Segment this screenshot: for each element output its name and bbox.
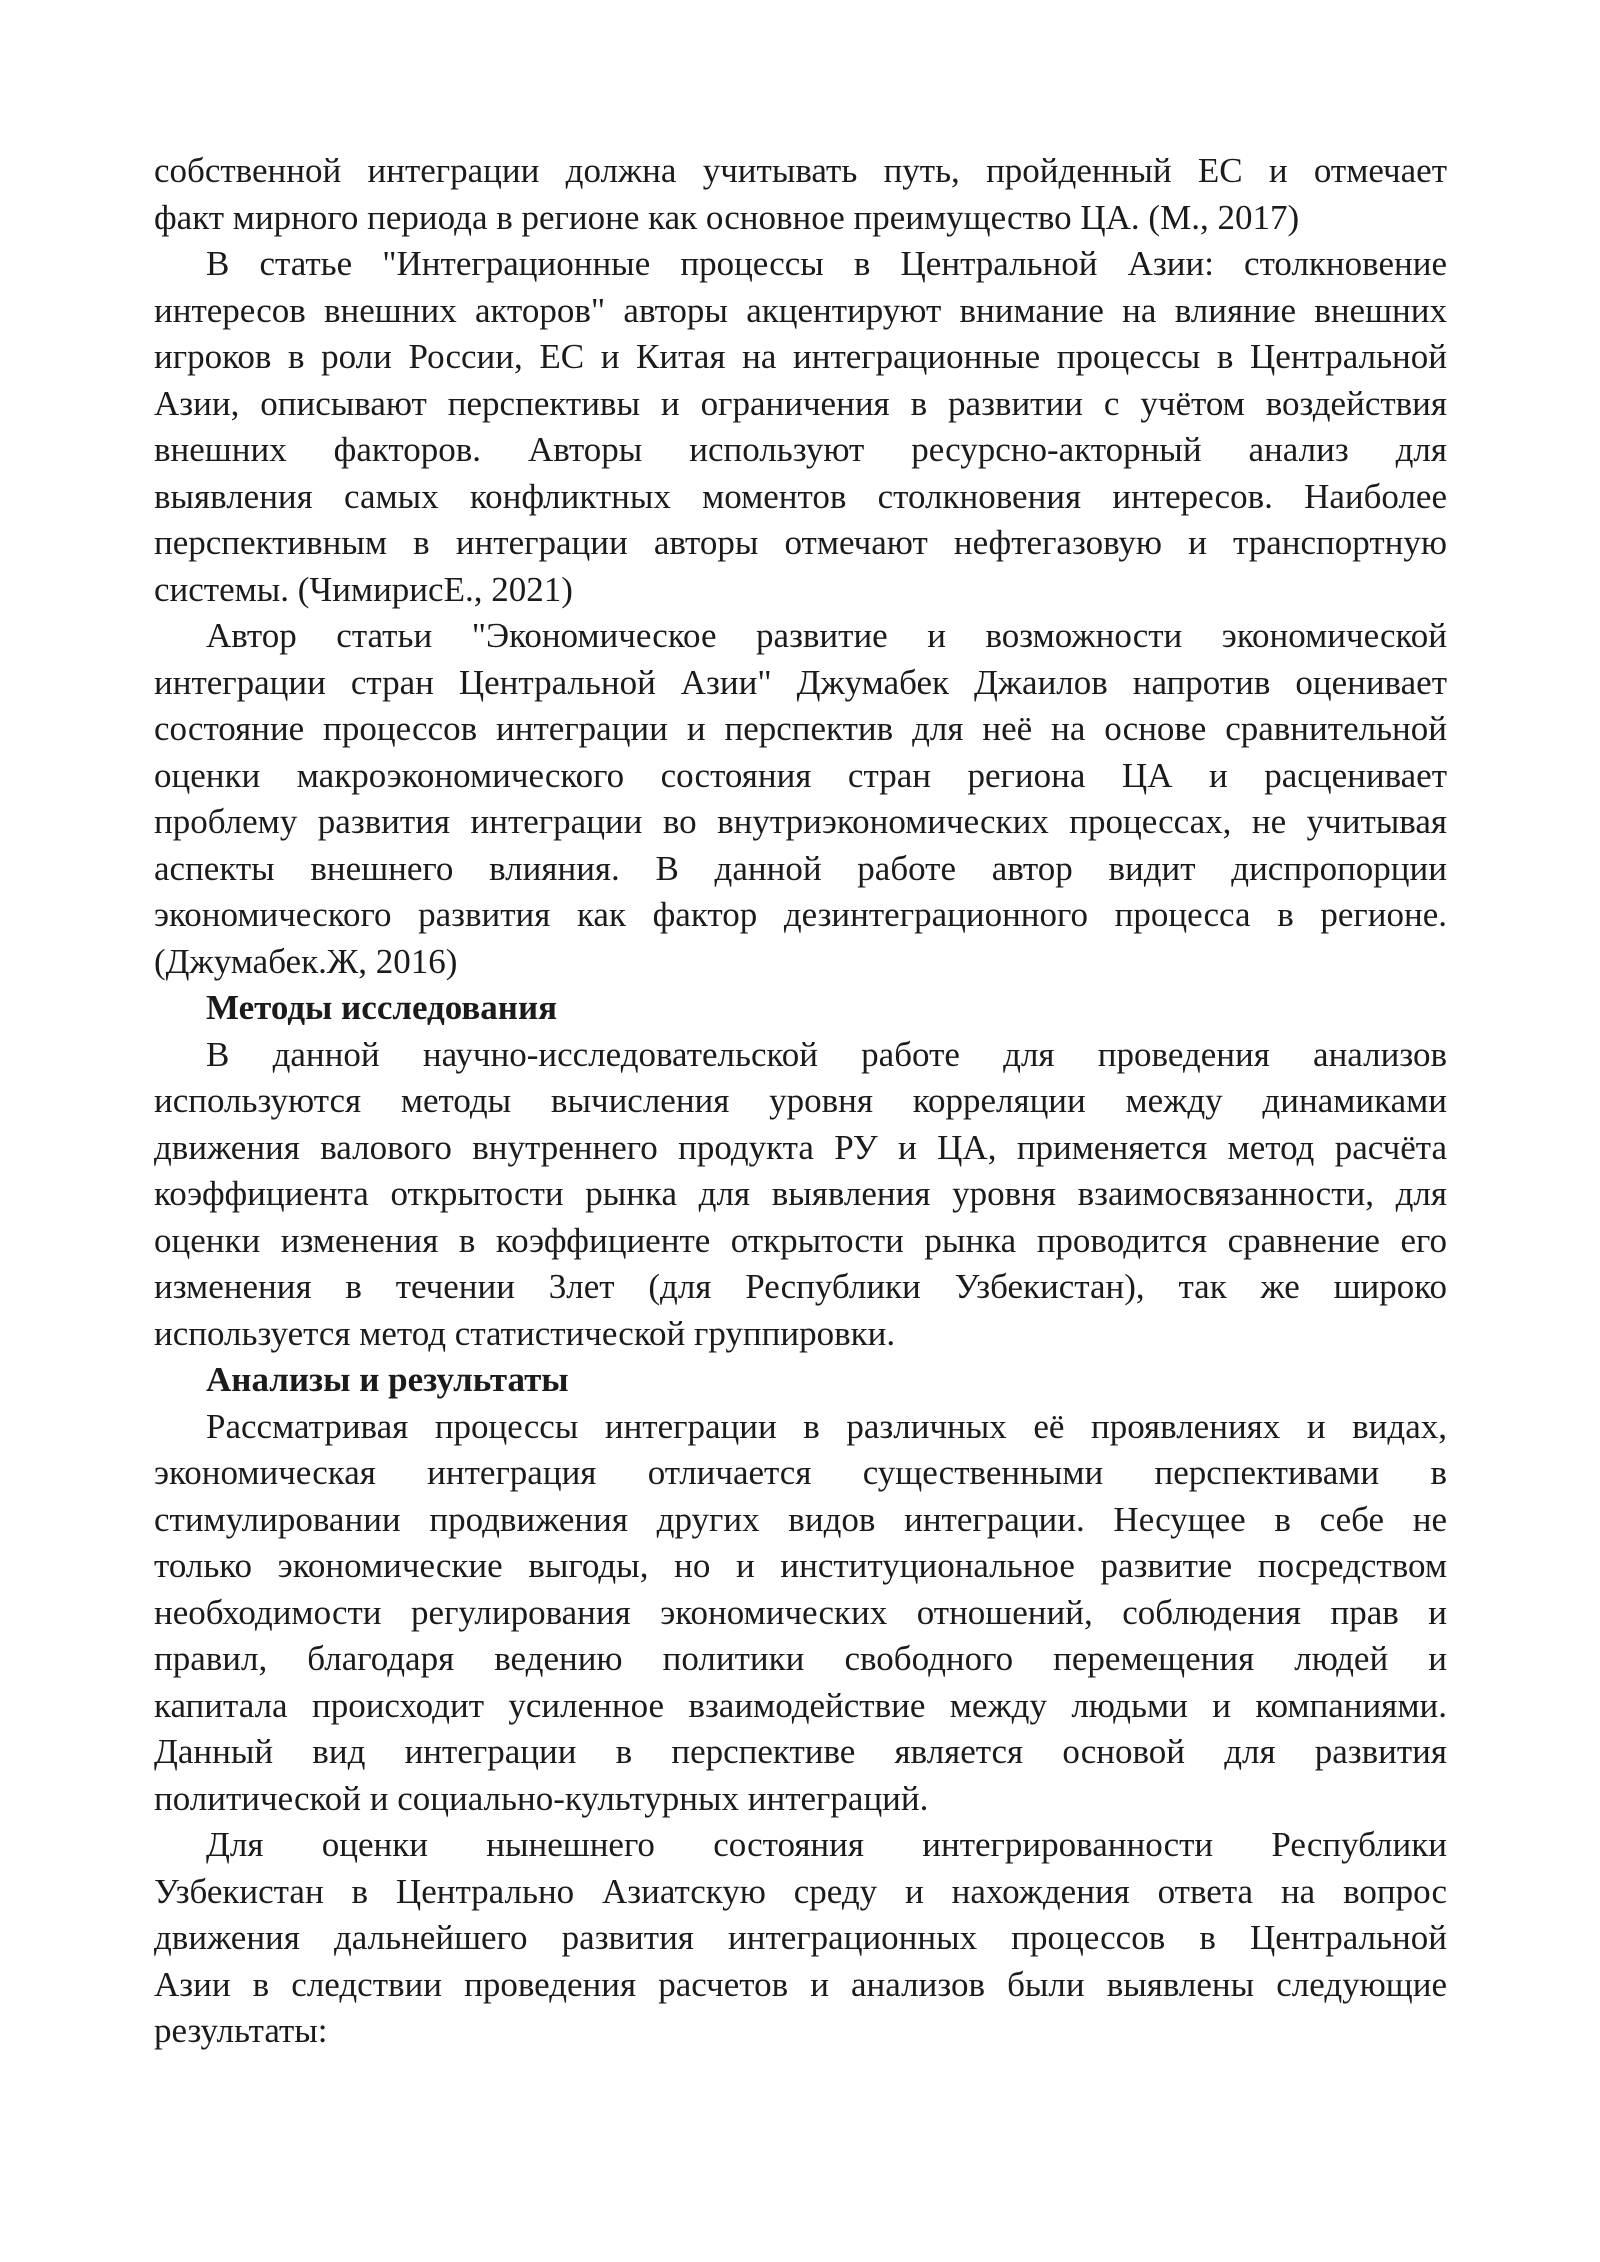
text-line: системы. (ЧимирисЕ., 2021) bbox=[154, 569, 573, 609]
text-line: Узбекистан в Центрально Азиатскую среду и нахождения ответа на вопрос bbox=[154, 1871, 1447, 1911]
text-line: используется метод статистической группировки. bbox=[154, 1313, 896, 1353]
text-line: оценки изменения в коэффициенте открытости рынка проводится сравнение его bbox=[154, 1220, 1447, 1260]
text-line: Автор статьи "Экономическое развитие и возможности экономической bbox=[206, 616, 1447, 655]
text-line: проблему развития интеграции во внутриэкономических процессах, не учитывая bbox=[154, 802, 1447, 841]
section-heading-results: Анализы и результаты bbox=[206, 1360, 569, 1399]
text-line: перспективным в интеграции авторы отмечают нефтегазовую и транспортную bbox=[154, 523, 1447, 562]
text-line: движения валового внутреннего продукта РУ и ЦА, применяется метод расчёта bbox=[154, 1127, 1447, 1167]
text-line: В статье "Интеграционные процессы в Центральной Азии: столкновение bbox=[206, 244, 1447, 283]
text-line: игроков в роли России, ЕС и Китая на интеграционные процессы в Центральной bbox=[154, 337, 1447, 376]
text-line: политической и социально-культурных интеграций. bbox=[154, 1778, 929, 1818]
text-line: (Джумабек.Ж, 2016) bbox=[154, 941, 458, 981]
text-line: Данный вид интеграции в перспективе является основой для развития bbox=[154, 1732, 1447, 1771]
text-line: экономического развития как фактор дезинтеграционного процесса в регионе. bbox=[154, 895, 1447, 934]
text-line: оценки макроэкономического состояния стран региона ЦА и расценивает bbox=[154, 755, 1447, 795]
section-heading-methods: Методы исследования bbox=[206, 988, 558, 1027]
text-line: необходимости регулирования экономических отношений, соблюдения прав и bbox=[154, 1592, 1447, 1632]
text-line: аспекты внешнего влияния. В данной работе автор видит диспропорции bbox=[154, 848, 1447, 888]
text-line: изменения в течении 3лет (для Республики Узбекистан), так же широко bbox=[154, 1267, 1447, 1306]
text-line: внешних факторов. Авторы используют ресурсно-акторный анализ для bbox=[154, 430, 1447, 469]
text-line: интересов внешних акторов" авторы акцентируют внимание на влияние внешних bbox=[154, 290, 1447, 330]
text-line: В данной научно-исследовательской работе для проведения анализов bbox=[206, 1034, 1447, 1074]
text-line: правил, благодаря ведению политики свободного перемещения людей и bbox=[154, 1639, 1447, 1678]
text-line: собственной интеграции должна учитывать путь, пройденный ЕС и отмечает bbox=[154, 151, 1447, 190]
text-line: интеграции стран Центральной Азии" Джумабек Джаилов напротив оценивает bbox=[154, 662, 1447, 702]
text-line: только экономические выгоды, но и институциональное развитие посредством bbox=[154, 1546, 1447, 1585]
text-line: экономическая интеграция отличается существенными перспективами в bbox=[154, 1453, 1447, 1492]
text-line: Азии, описывают перспективы и ограничения в развитии с учётом воздействия bbox=[154, 383, 1447, 423]
text-line: движения дальнейшего развития интеграционных процессов в Центральной bbox=[154, 1918, 1447, 1957]
text-line: коэффициента открытости рынка для выявления уровня взаимосвязанности, для bbox=[154, 1174, 1447, 1213]
text-line: капитала происходит усиленное взаимодействие между людьми и компаниями. bbox=[154, 1685, 1447, 1725]
text-line: Азии в следствии проведения расчетов и анализов были выявлены следующие bbox=[154, 1964, 1447, 2004]
text-line: стимулировании продвижения других видов интеграции. Несущее в себе не bbox=[154, 1499, 1447, 1539]
document-text-block bbox=[154, 148, 1447, 2055]
text-line: выявления самых конфликтных моментов столкновения интересов. Наиболее bbox=[154, 476, 1447, 516]
text-line: состояние процессов интеграции и перспектив для неё на основе сравнительной bbox=[154, 709, 1447, 748]
text-line: результаты: bbox=[154, 2011, 328, 2050]
text-line: Для оценки нынешнего состояния интегрированности Республики bbox=[206, 1825, 1447, 1864]
text-line: используются методы вычисления уровня корреляции между динамиками bbox=[154, 1081, 1447, 1120]
text-line: факт мирного периода в регионе как основное преимущество ЦА. (М., 2017) bbox=[154, 197, 1300, 237]
text-line: Рассматривая процессы интеграции в различных её проявлениях и видах, bbox=[206, 1406, 1447, 1446]
